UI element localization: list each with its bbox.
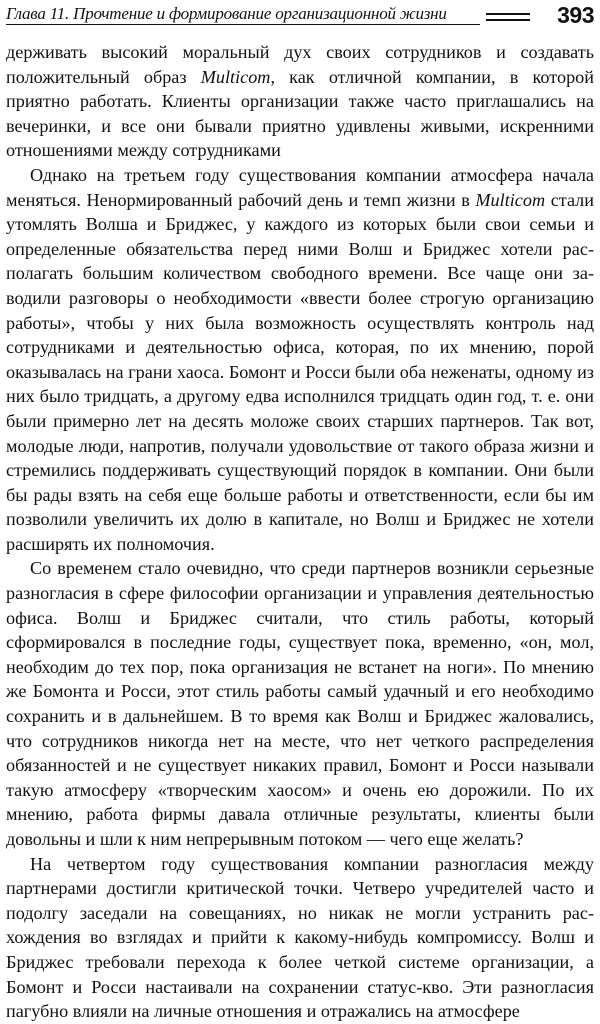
header-rule [6, 24, 480, 25]
paragraph-2 [6, 163, 594, 557]
paragraph-text: Однако на третьем году существования компании атмосфера начала меняться. Ненормированный рабочий день и темп жизни в [6, 164, 594, 210]
paragraph-text: Со временем стало очевидно, что среди партнеров возникли серьезные разногласия в сфере философии организации и управления деятельностью офиса. Волш и Бриджес считали, что стиль работы, который сформировался в последние годы, существует пока, временно, «он, мол, необходим до тех пор, пока организация не встанет на ноги». По мнению же Бомонта и Росси, этот стиль работы самый удачный и его необходимо сохранить и в дальнейшем. В то время как Волш и Бриджес жаловались, что сотрудников никогда нет на месте, что нет четкого распределения обязанностей и не существует никаких правил, Бомонт и Росси называли такую атмосферу «творческим хаосом» и очень ею дорожили. По их мнению, работа фирмы давала отличные результаты, клиенты были довольны и шли к ним непрерывным потоком — чего еще желать? [6, 558, 594, 849]
paragraph-4 [6, 852, 594, 1024]
book-page [6, 0, 594, 1022]
decorative-line [486, 19, 530, 21]
header-decorative-lines [486, 13, 530, 25]
company-name: Multicom [475, 189, 546, 210]
page-number: 393 [557, 2, 594, 28]
decorative-line [486, 13, 530, 15]
running-head [6, 0, 594, 44]
paragraph-text: , как отличной компании, в которой приятно работать. Клиенты организации также часто приглашались на вечеринки, и все они бывали приятно удивлены живыми, искренними отношениями между сотрудниками [6, 66, 594, 161]
running-title: Глава 11. Прочтение и формирование организационной жизни [6, 4, 447, 23]
company-name: Multicom [200, 66, 271, 87]
paragraph-text: стали утомлять Волша и Бриджес, у каждого из которых были свои семьи и определенные обязательства перед ними Волш и Бриджес хотели располагать большим количеством свободного времени. Все чаще они заводили разговоры о необходимости «ввести более строгую организацию работы», чтобы у них была возможность осуществлять контроль над сотрудниками и деятельностью офиса, которая, по их мнению, порой оказывалась на грани хаоса. Бомонт и Росси были оба неженаты, одному из них было тридцать, а другому едва исполнился тридцать один год, т. е. они были примерно лет на десять моложе своих старших партнеров. Так вот, молодые люди, напротив, получали удовольствие от такого образа жизни и стремились поддерживать существующий порядок в компании. Они были бы рады взять на себя еще больше работы и ответственности, если бы им позволили увеличить их долю в капитале, но Волш и Бриджес не хотели расширять их полномочия. [6, 189, 594, 554]
paragraph-3 [6, 556, 594, 851]
paragraph-text: держивать высокий моральный дух своих сотрудников и создавать положительный образ [6, 42, 594, 87]
paragraph-1 [6, 40, 594, 163]
body-text [6, 40, 594, 1024]
paragraph-text: На четвертом году существования компании разногласия между партнерами достигли критической точки. Четверо учредителей часто и подолгу заседали на совещаниях, но никак не могли устранить расхождения во взглядах и прийти к какому-нибудь компромиссу. Волш и Бриджес требовали перехода к более четкой системе организации, а Бомонт и Росси настаивали на сохранении статус-кво. Эти разногласия пагубно влияли на личные отношения и отражались на атмосфере [6, 853, 594, 1022]
